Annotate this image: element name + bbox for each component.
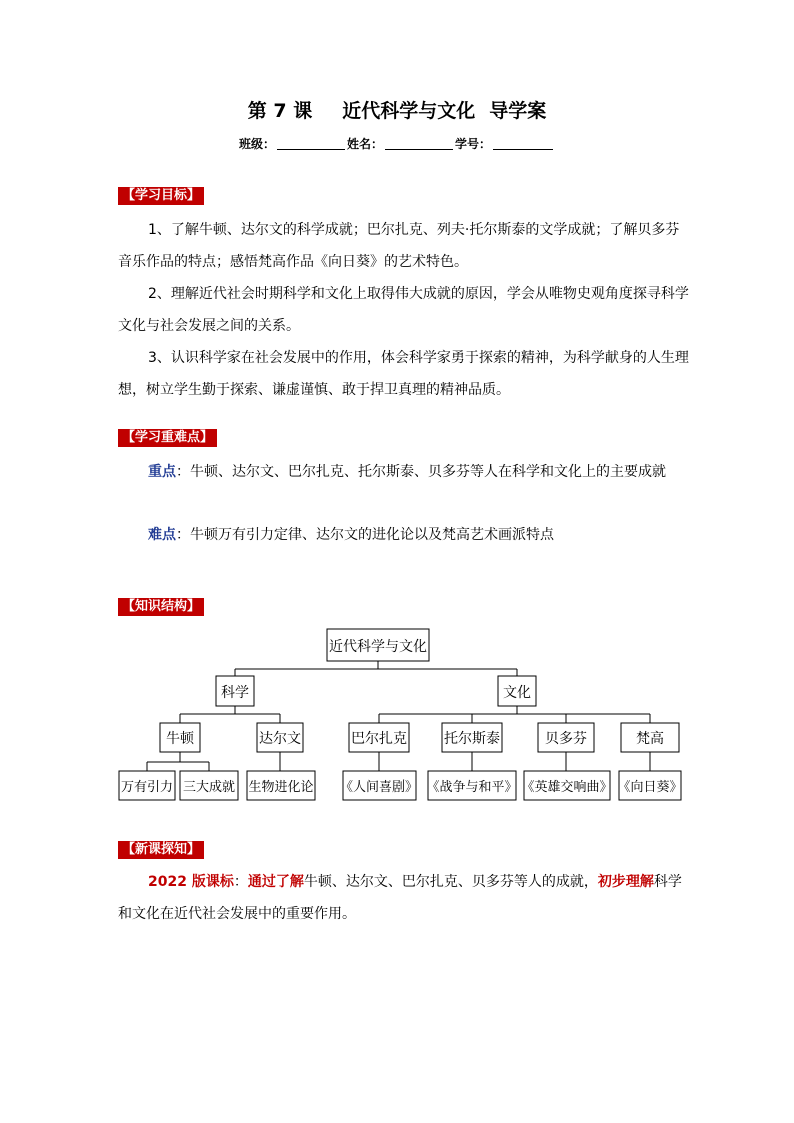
standard-phrase-2: 初步理解: [597, 874, 654, 890]
sunflowers-node-label: 《向日葵》: [617, 780, 683, 795]
newton-node-label: 牛顿: [166, 731, 194, 747]
standard-colon: ：: [233, 874, 248, 890]
difficult-label: 难点: [148, 527, 176, 543]
new-lesson-tag: 【新课探知】: [118, 841, 204, 859]
curriculum-standard-paragraph: [118, 866, 693, 930]
darwin-node-label: 达尔文: [259, 731, 301, 747]
difficult-text: ：牛顿万有引力定律、达尔文的进化论以及梵高艺术画派特点: [176, 527, 554, 543]
evolution-node-label: 生物进化论: [248, 780, 314, 795]
standard-text-2: 科学和文化在近代社会发展中的重要作用。: [118, 874, 682, 922]
class-label: 班级：: [238, 137, 275, 151]
objective-2: 2、理解近代社会时期科学和文化上取得伟大成就的原因，学会从唯物史观角度探寻科学文化与社会发展之间的关系。: [118, 286, 689, 334]
war-and-peace-node-label: 《战争与和平》: [426, 780, 518, 795]
standard-label: 2022 版课标: [148, 874, 234, 890]
three-achievements-node-label: 三大成就: [182, 780, 236, 795]
culture-node-label: 文化: [503, 685, 531, 701]
key-points-tag: 【学习重难点】: [118, 429, 217, 447]
standard-phrase-1: 通过了解: [247, 874, 304, 890]
lesson-number: 第 7 课: [247, 100, 313, 122]
balzac-node-label: 巴尔扎克: [351, 731, 407, 747]
objectives-tag: 【学习目标】: [118, 187, 204, 205]
lesson-subtitle: 导学案: [489, 100, 547, 122]
gravity-node-label: 万有引力: [120, 780, 174, 795]
lesson-title: 近代科学与文化: [342, 100, 476, 122]
beethoven-node-label: 贝多芬: [545, 731, 587, 747]
tolstoy-node-label: 托尔斯泰: [444, 731, 500, 747]
human-comedy-node-label: 《人间喜剧》: [339, 780, 419, 795]
structure-tag: 【知识结构】: [118, 598, 204, 616]
objective-3: 3、认识科学家在社会发展中的作用，体会科学家勇于探索的精神，为科学献身的人生理想，树立学生勤于探索、谦虚谨慎、敢于捍卫真理的精神品质。: [118, 350, 689, 398]
vangogh-node-label: 梵高: [636, 731, 664, 747]
standard-text-1: 牛顿、达尔文、巴尔扎克、贝多芬等人的成就，: [303, 874, 598, 890]
science-node-label: 科学: [221, 685, 249, 701]
key-text: ：牛顿、达尔文、巴尔扎克、托尔斯泰、贝多芬等人在科学和文化上的主要成就: [176, 464, 666, 480]
objective-1: 1、了解牛顿、达尔文的科学成就；巴尔扎克、列夫·托尔斯泰的文学成就；了解贝多芬音乐作品的特点；感悟梵高作品《向日葵》的艺术特色。: [118, 222, 680, 270]
root-node-label: 近代科学与文化: [329, 639, 427, 655]
name-label: 姓名：: [346, 137, 383, 151]
eroica-node-label: 《英雄交响曲》: [521, 780, 613, 795]
number-label: 学号：: [455, 137, 492, 151]
key-label: 重点: [148, 464, 176, 480]
